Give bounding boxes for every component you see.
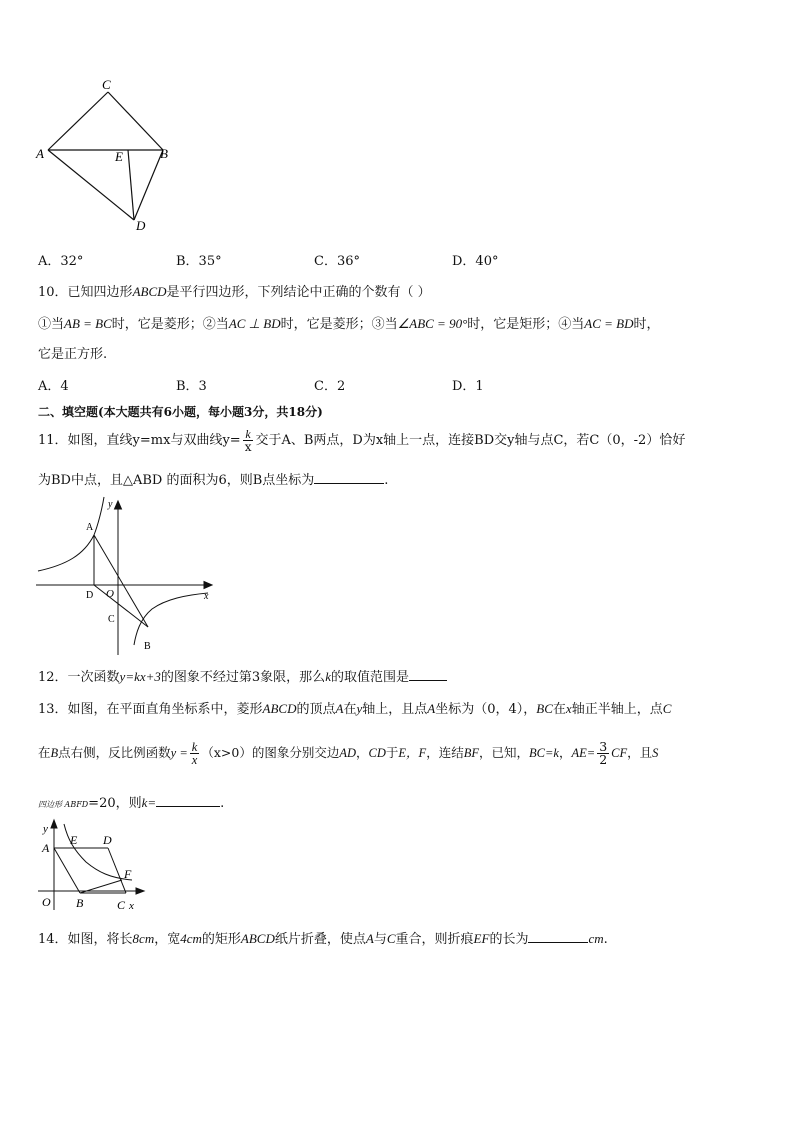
q13-figure [36,818,148,914]
q13-frac2-den: 2 [599,752,608,767]
q14-unit: cm [588,931,604,946]
q9-option-a: A．32° [38,254,84,269]
q13-line3 [38,792,224,811]
q13-fraction-32 [597,738,609,767]
q13-l2e: 于 [385,745,399,760]
q13-y-eq: y = [170,746,188,760]
q11-answer-blank[interactable] [314,471,384,484]
q13-frac-den: x [191,753,198,767]
q11-line2 [38,469,388,488]
q14-d: 纸片折叠，使点 [274,932,366,947]
q13-line1 [38,698,671,717]
q10-c3-expr: ∠ABC = 90° [397,316,468,331]
q11-line1-a: 11．如图，直线y=mx与双曲线y= [38,433,241,448]
q13-label-o: O [42,895,51,909]
q9-label-a: A [36,146,44,161]
q14-pt-a: A [365,931,374,946]
q13-l2h: ， [558,745,572,760]
q13-cd: CD [368,746,386,760]
q11-fraction [243,428,254,453]
q11-line2-end: . [384,473,389,488]
q9-label-e: E [115,149,123,164]
q11-label-d: D [86,590,94,601]
q13-a1: A [335,701,344,716]
q13-y: y [356,701,363,716]
q11-label-o: O [106,588,114,600]
q9-figure [30,78,180,238]
q14-answer-blank[interactable] [528,930,588,943]
q13-l1f: 坐标为（0，4）， [435,702,537,717]
q14-wid: 4cm [180,931,202,946]
q12-k: k [325,669,331,684]
q10-option-c: C．2 [314,379,346,394]
q12-expr: y=kx+3 [119,669,161,684]
q13-ef: E，F [398,746,427,760]
q13-fraction-kx [190,741,200,767]
q14-a: 14．如图，将长 [38,932,133,947]
q14-abcd: ABCD [240,931,275,946]
q10-option-d: D．1 [452,379,484,394]
q14-ef: EF [473,931,490,946]
q11-figure [36,495,221,657]
q13-l2b: 点右侧，反比例函数 [58,745,171,760]
q13-label-d: D [103,833,112,847]
q13-l2g: ，已知， [478,745,529,760]
q10-c2b: 时，它是菱形；③当 [280,317,398,332]
q13-l1c: 在 [343,702,357,717]
q13-l2a: 在 [38,745,51,760]
q13-answer-blank[interactable] [156,794,220,807]
q10-stem-b: 是平行四边形，下列结论中正确的个数有（ ） [166,285,431,300]
q13-l3end: . [220,796,225,811]
q13-label-e: E [70,833,78,847]
q13-l2i: ，且 [627,745,653,760]
q13-line2 [38,733,658,773]
q13-c: C [662,701,672,716]
q10-c4b: 时， [633,317,660,332]
q9-option-b: B．35° [176,254,222,269]
q10-stem [38,281,431,300]
q10-c1b: 时，它是菱形；②当 [111,317,229,332]
q11-frac-den: x [244,440,252,454]
q13-sub: 四边形 ABFD [38,800,89,809]
q10-stem-abcd: ABCD [132,284,167,299]
q13-l3k: k= [141,795,157,810]
section-title: 二、填空题(本大题共有6小题，每小题3分，共18分) [38,405,323,419]
q10-number: 10． [38,285,68,300]
q10-conditions [38,313,660,332]
q9-label-d: D [136,218,146,233]
q11-label-b: B [144,641,151,652]
q10-line3: 它是正方形. [38,347,108,362]
q11-frac-num: k [245,427,251,441]
q13-frac2-num: 3 [599,738,608,754]
q13-l1d: 轴上，且点 [362,702,428,717]
q11-label-c: C [108,614,115,625]
q14-g: 的长为 [489,932,529,947]
q12-text-c: 的取值范围是 [330,670,409,685]
q12-text [38,666,447,685]
q13-label-y: y [43,823,48,835]
q14-b: ，宽 [154,932,181,947]
q10-c1-expr: AB = BC [64,316,112,331]
q14-e: 与 [373,932,387,947]
q13-l1a: 13．如图，在平面直角坐标系中，菱形 [38,702,263,717]
q13-x: x [565,701,572,716]
q13-label-f: F [124,867,132,881]
q14-pt-c: C [386,931,396,946]
q12-text-a: 12．一次函数 [38,670,120,685]
q11-line2-text: 为BD中点，且△ABD 的面积为6，则B点坐标为 [38,473,315,488]
q13-l3a: =20，则 [88,796,142,811]
q11-label-y: y [108,499,113,510]
q10-stem-a: 已知四边形 [67,285,133,300]
q11-label-x: x [204,591,209,602]
q13-ae: AE= [571,746,596,760]
q13-label-a: A [42,841,50,855]
q13-frac-num: k [191,739,198,754]
q13-l1h: 轴正半轴上，点 [571,702,663,717]
q14-c: 的矩形 [201,932,241,947]
q11-line1-b: 交于A、B两点，D为x轴上一点，连接BD交y轴与点C，若C（0，-2）恰好 [255,433,686,448]
q10-c3b: 时，它是矩形；④当 [467,317,585,332]
q13-cf: CF [611,746,628,760]
q10-c2-expr: AC ⊥ BD [228,316,281,331]
q12-answer-blank[interactable] [409,668,447,681]
q13-label-b: B [76,896,84,910]
q13-l2d: ， [356,745,369,760]
q12-text-b: 的图象不经过第3象限，那么 [160,670,326,685]
q13-l1g: 在 [552,702,566,717]
q14-len: 8cm [132,931,155,946]
q13-bck: BC=k [529,746,559,760]
q10-option-a: A．4 [38,379,69,394]
q14-end: . [603,932,608,947]
q9-option-c: C．36° [314,254,360,269]
q13-l1b: 的顶点 [296,702,336,717]
q10-option-b: B．3 [176,379,207,394]
q10-c1a: ①当 [38,317,65,332]
q13-a2: A [427,701,436,716]
q9-label-b: B [160,146,168,161]
q13-s: S [652,746,659,760]
q11-line1 [38,426,685,456]
q13-ad: AD [339,746,356,760]
q10-c4-expr: AC = BD [584,316,634,331]
q13-bf: BF [463,746,479,760]
q13-bc: BC [536,701,553,716]
q9-label-c: C [102,78,111,92]
q9-option-d: D．40° [452,254,499,269]
q13-l2c: （x>0）的图象分别交边 [201,745,340,760]
q13-l2f: ，连结 [426,745,464,760]
q13-label-c: C [117,898,126,912]
q11-label-a: A [86,522,94,533]
q14-f: 重合，则折痕 [395,932,474,947]
q13-b: B [50,746,59,760]
q13-label-x: x [129,900,134,912]
q13-abcd: ABCD [262,701,297,716]
q14-text [38,928,608,947]
